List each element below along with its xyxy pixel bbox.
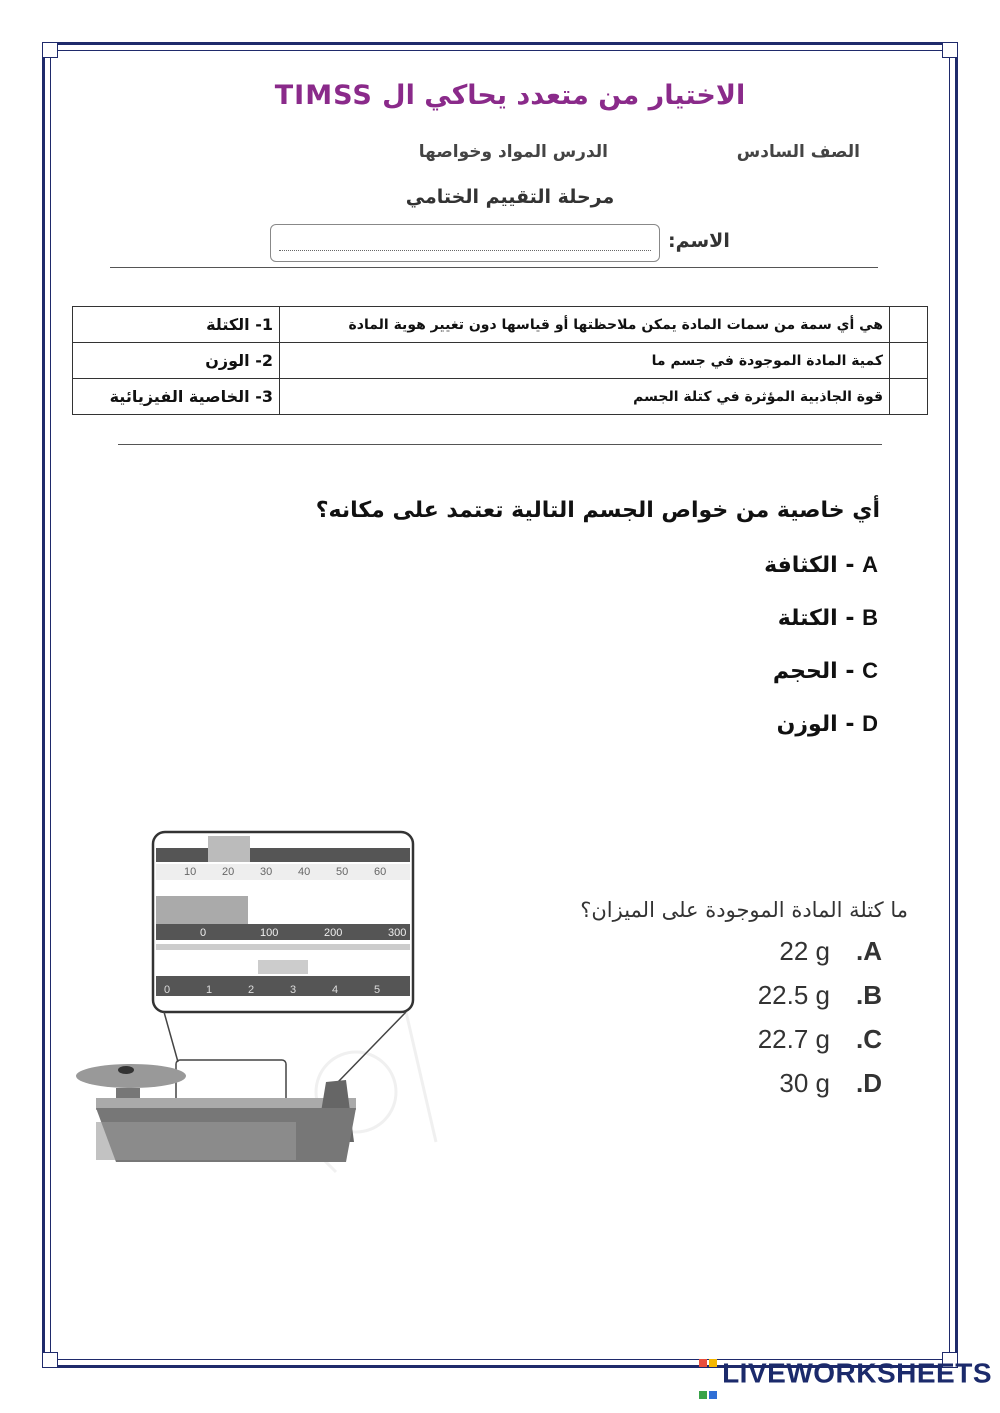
option-letter: A: [862, 552, 878, 577]
answer-cell[interactable]: [890, 379, 928, 415]
option-text: الوزن: [776, 712, 838, 737]
option-text: الحجم: [772, 659, 838, 684]
option-separator: -: [837, 553, 863, 578]
q1-option-a[interactable]: [764, 552, 878, 578]
beam2-tick: 200: [324, 927, 343, 939]
q2-option-a[interactable]: [720, 936, 892, 967]
option-value: 30 g: [779, 1068, 830, 1098]
divider: [110, 267, 878, 268]
q2-option-c[interactable]: [720, 1024, 892, 1055]
option-letter: C: [862, 658, 878, 683]
name-label: الاسم:: [668, 230, 730, 252]
term-cell: 2- الوزن: [73, 343, 280, 379]
option-letter: .C: [856, 1024, 882, 1054]
answer-cell[interactable]: [890, 343, 928, 379]
beam1-tick: 10: [184, 866, 197, 878]
table-row: [73, 343, 928, 379]
table-row: [73, 307, 928, 343]
option-separator: -: [837, 712, 863, 737]
beam3-tick: 0: [164, 984, 171, 996]
option-letter: .B: [856, 980, 882, 1010]
grade-label: الصف السادس: [736, 142, 860, 162]
term-cell: 3- الخاصية الفيزيائية: [73, 379, 280, 415]
beam1-tick: 50: [336, 866, 349, 878]
triple-beam-balance-image: [76, 812, 446, 1192]
phase-label: مرحلة التقييم الختامي: [405, 186, 615, 208]
definition-cell: كمية المادة الموجودة في جسم ما: [280, 343, 890, 379]
beam3-tick: 5: [374, 984, 381, 996]
option-letter: .A: [856, 936, 882, 966]
option-value: 22.5 g: [757, 980, 830, 1010]
divider: [118, 444, 882, 445]
beam1-tick: 20: [222, 866, 235, 878]
q2-option-b[interactable]: [720, 980, 892, 1011]
q1-option-c[interactable]: [773, 658, 878, 684]
beam1-tick: 60: [374, 866, 387, 878]
beam2-tick: 100: [260, 927, 279, 939]
question-1-text: أي خاصية من خواص الجسم التالية تعتمد على مكانه؟: [315, 498, 880, 523]
option-separator: -: [837, 606, 863, 631]
matching-table: [72, 306, 928, 415]
beam1-tick: 30: [260, 866, 273, 878]
worksheet-title: الاختيار من متعدد يحاكي ال TIMSS: [274, 80, 746, 111]
table-row: [73, 379, 928, 415]
definition-cell: هي أي سمة من سمات المادة يمكن ملاحظتها أو قياسها دون تغيير هوية المادة: [280, 307, 890, 343]
question-2-text: ما كتلة المادة الموجودة على الميزان؟: [580, 898, 908, 922]
beam3-tick: 2: [248, 984, 255, 996]
lesson-label: الدرس المواد وخواصها: [418, 142, 608, 162]
frame-corner: [42, 1352, 58, 1368]
option-value: 22 g: [779, 936, 830, 966]
beam1-tick: 40: [298, 866, 311, 878]
beam3-tick: 3: [290, 984, 297, 996]
option-letter: .D: [856, 1068, 882, 1098]
brand-icon: [698, 1343, 718, 1407]
frame-corner: [942, 42, 958, 58]
option-letter: D: [862, 711, 878, 736]
name-input[interactable]: [270, 224, 660, 262]
option-value: 22.7 g: [757, 1024, 830, 1054]
answer-cell[interactable]: [890, 307, 928, 343]
q1-option-b[interactable]: [778, 605, 878, 631]
beam2-tick: 300: [388, 927, 407, 939]
frame-corner: [42, 42, 58, 58]
brand-text: LIVEWORKSHEETS: [722, 1357, 992, 1389]
beam3-tick: 1: [206, 984, 213, 996]
beam2-tick: 0: [200, 927, 207, 939]
beam3-tick: 4: [332, 984, 339, 996]
option-letter: B: [862, 605, 878, 630]
term-cell: 1- الكتلة: [73, 307, 280, 343]
q2-option-d[interactable]: [720, 1068, 892, 1099]
q1-option-d[interactable]: [777, 711, 878, 737]
option-separator: -: [837, 659, 863, 684]
option-text: الكتلة: [777, 606, 838, 631]
liveworksheets-logo: [698, 1343, 992, 1407]
definition-cell: قوة الجاذبية المؤثرة في كتلة الجسم: [280, 379, 890, 415]
option-text: الكثافة: [764, 553, 838, 578]
